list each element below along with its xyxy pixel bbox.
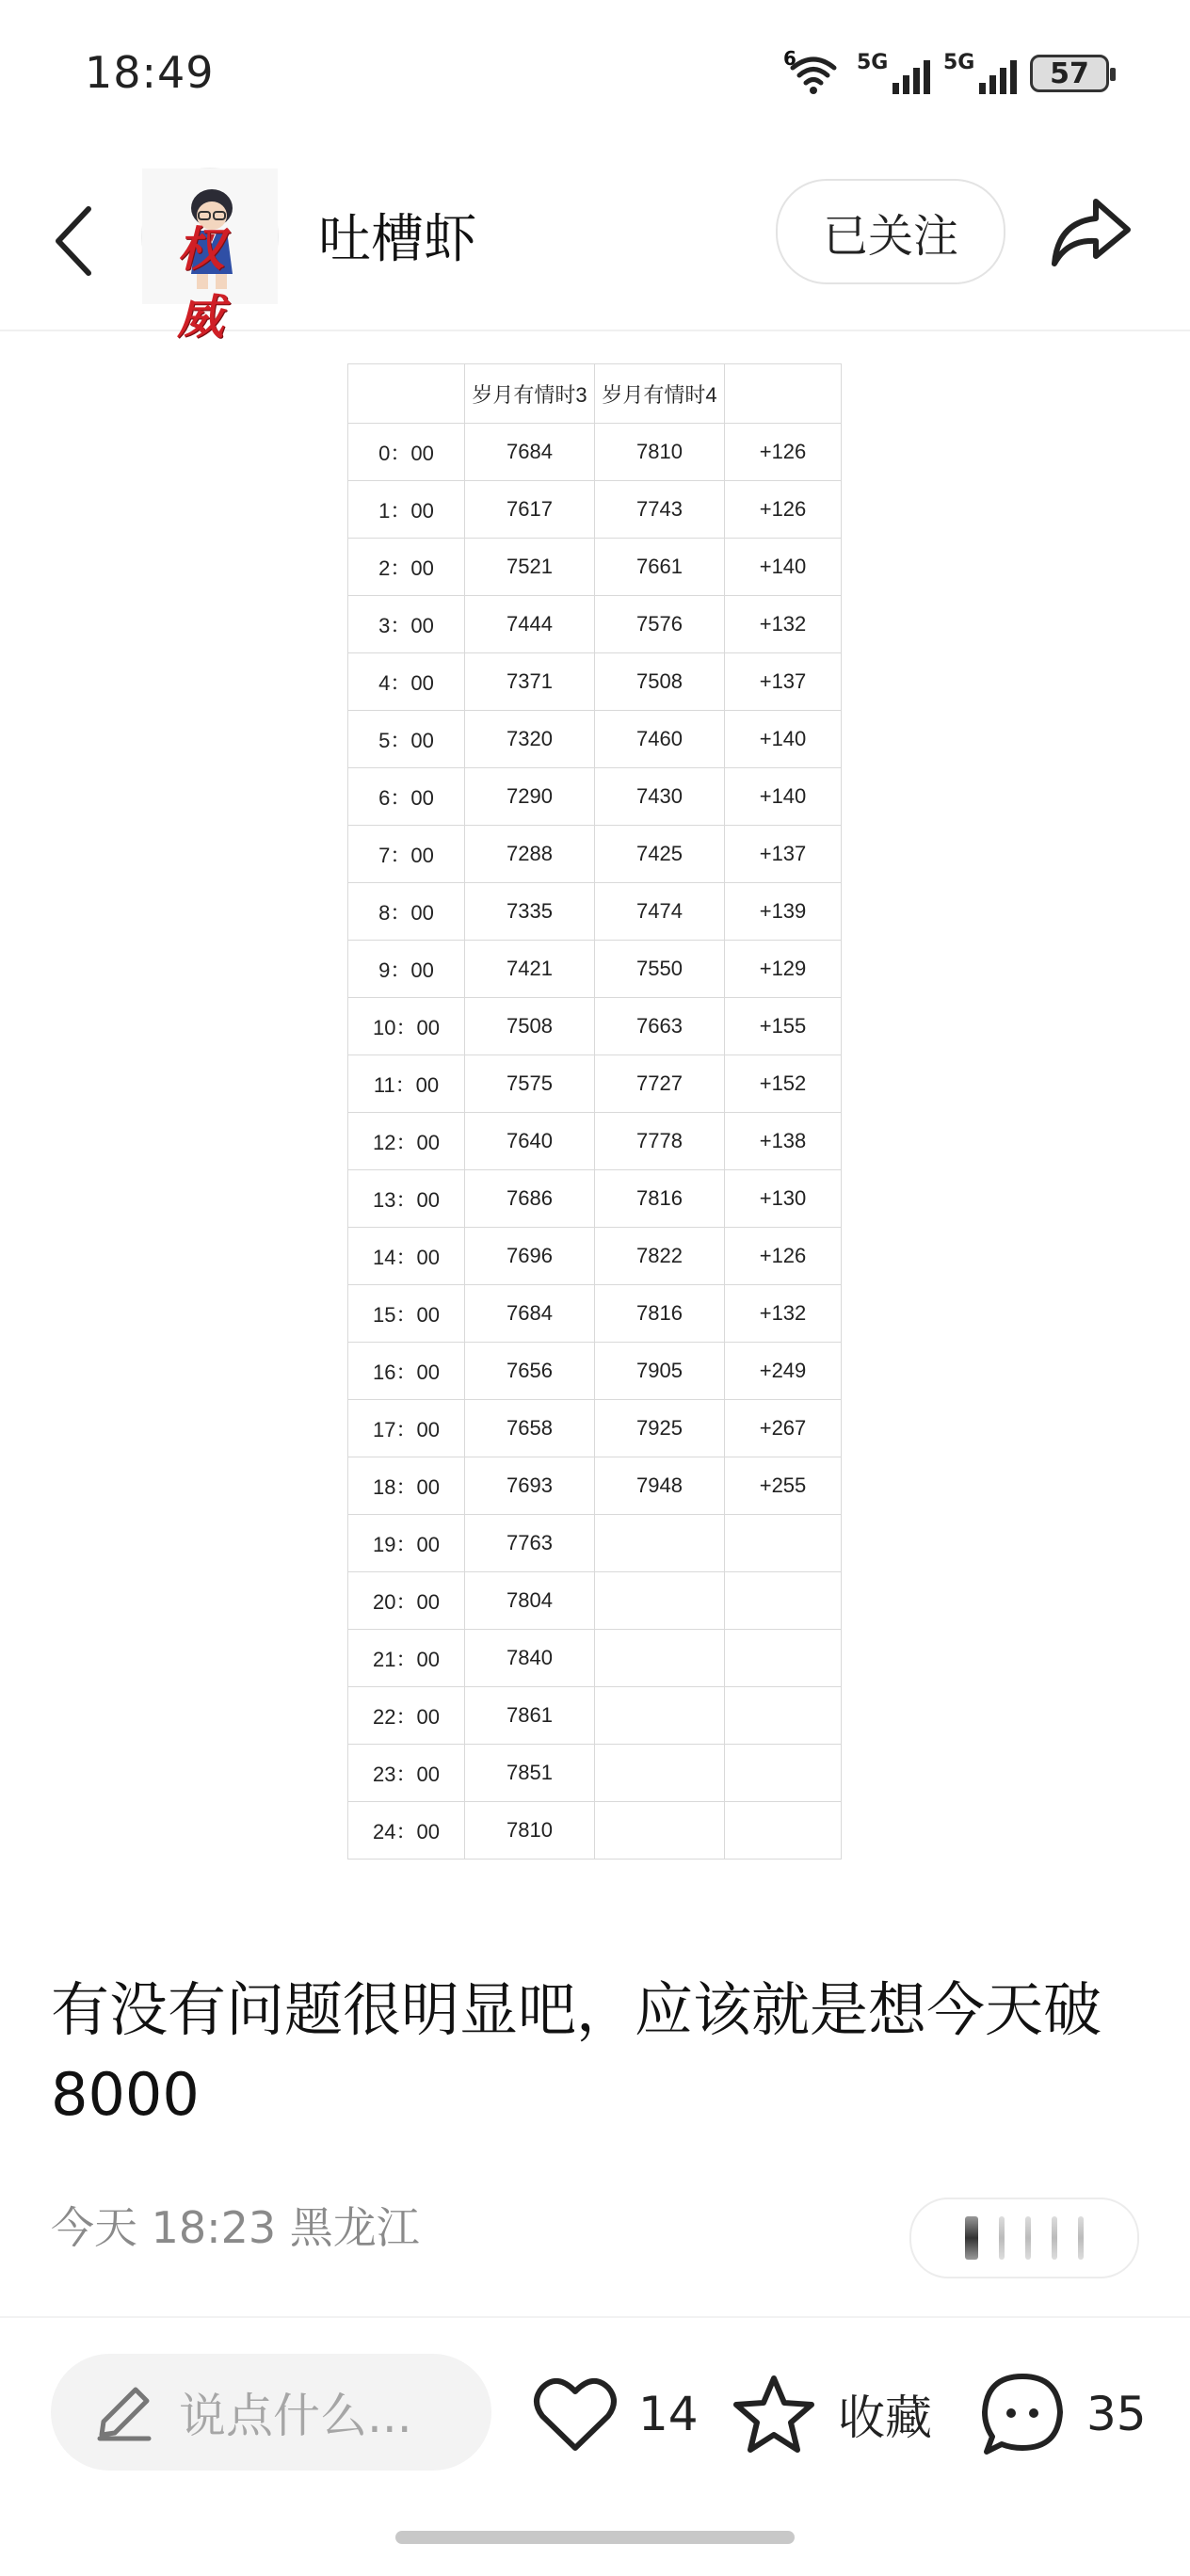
preview-bar xyxy=(999,2216,1005,2260)
table-cell-time: 24：00 xyxy=(348,1802,465,1860)
preview-bar xyxy=(965,2216,978,2260)
table-cell-diff xyxy=(725,1802,842,1860)
image-preview-chip[interactable] xyxy=(909,2198,1139,2278)
table-cell-series3: 7696 xyxy=(465,1228,595,1285)
table-row xyxy=(348,998,842,1055)
table-cell-series4 xyxy=(595,1745,725,1802)
table-cell-time: 11：00 xyxy=(348,1055,465,1113)
table-cell-series3: 7421 xyxy=(465,941,595,998)
table-cell-diff xyxy=(725,1687,842,1745)
table-cell-series4: 7816 xyxy=(595,1285,725,1343)
table-cell-series3: 7656 xyxy=(465,1343,595,1400)
table-cell-series4: 7508 xyxy=(595,653,725,711)
collect-label: 收藏 xyxy=(838,2391,932,2445)
back-button[interactable] xyxy=(45,194,102,288)
table-cell-series3: 7693 xyxy=(465,1457,595,1515)
table-cell-series4: 7905 xyxy=(595,1343,725,1400)
bottom-action-bar xyxy=(0,2316,1190,2487)
table-cell-time: 5：00 xyxy=(348,711,465,768)
table-header-cell xyxy=(348,364,465,424)
table-cell-series4: 7661 xyxy=(595,539,725,596)
table-row xyxy=(348,596,842,653)
table-cell-series3: 7763 xyxy=(465,1515,595,1572)
table-cell-time: 10：00 xyxy=(348,998,465,1055)
table-cell-diff: +137 xyxy=(725,653,842,711)
table-cell-diff: +255 xyxy=(725,1457,842,1515)
status-icons xyxy=(783,49,1109,98)
table-cell-time: 15：00 xyxy=(348,1285,465,1343)
table-cell-series4 xyxy=(595,1802,725,1860)
table-cell-series4: 7727 xyxy=(595,1055,725,1113)
table-row xyxy=(348,481,842,539)
table-row xyxy=(348,1630,842,1687)
table-cell-time: 17：00 xyxy=(348,1400,465,1457)
table-cell-time: 6：00 xyxy=(348,768,465,826)
table-cell-series4: 7816 xyxy=(595,1170,725,1228)
table-cell-series3: 7371 xyxy=(465,653,595,711)
table-cell-series3: 7575 xyxy=(465,1055,595,1113)
table-row xyxy=(348,1687,842,1745)
table-cell-diff: +140 xyxy=(725,539,842,596)
table-row xyxy=(348,1802,842,1860)
battery-icon xyxy=(1030,55,1109,92)
table-cell-time: 12：00 xyxy=(348,1113,465,1170)
table-header-cell: 岁月有情时3 xyxy=(465,364,595,424)
table-cell-time: 4：00 xyxy=(348,653,465,711)
wifi-icon xyxy=(783,47,844,96)
post-meta: 今天 18:23 黑龙江 xyxy=(51,2202,420,2253)
table-cell-time: 3：00 xyxy=(348,596,465,653)
table-row xyxy=(348,1343,842,1400)
comment-placeholder: 说点什么... xyxy=(179,2389,412,2443)
comment-count: 35 xyxy=(1086,2387,1147,2441)
post-text: 有没有问题很明显吧，应该就是想今天破8000 xyxy=(51,1975,1102,2129)
table-cell-time: 14：00 xyxy=(348,1228,465,1285)
table-cell-series4: 7663 xyxy=(595,998,725,1055)
table-cell-diff xyxy=(725,1630,842,1687)
table-cell-time: 20：00 xyxy=(348,1572,465,1630)
table-cell-time: 23：00 xyxy=(348,1745,465,1802)
table-cell-series3: 7320 xyxy=(465,711,595,768)
table-cell-series3: 7521 xyxy=(465,539,595,596)
table-header-cell: 岁月有情时4 xyxy=(595,364,725,424)
table-row xyxy=(348,826,842,883)
preview-bar xyxy=(1078,2216,1084,2260)
table-cell-diff: +140 xyxy=(725,768,842,826)
table-cell-series3: 7684 xyxy=(465,1285,595,1343)
table-row xyxy=(348,1572,842,1630)
table-cell-series4: 7474 xyxy=(595,883,725,941)
battery-level: 57 xyxy=(1050,56,1089,90)
table-row xyxy=(348,1400,842,1457)
table-cell-diff: +140 xyxy=(725,711,842,768)
pencil-icon xyxy=(90,2378,158,2446)
table-cell-series4: 7822 xyxy=(595,1228,725,1285)
table-cell-diff: +132 xyxy=(725,1285,842,1343)
table-cell-diff xyxy=(725,1745,842,1802)
table-cell-series3: 7290 xyxy=(465,768,595,826)
table-row xyxy=(348,1745,842,1802)
table-cell-series3: 7444 xyxy=(465,596,595,653)
table-row xyxy=(348,768,842,826)
table-cell-series4: 7425 xyxy=(595,826,725,883)
table-row xyxy=(348,883,842,941)
username[interactable]: 吐槽虾 xyxy=(318,209,476,270)
table-row xyxy=(348,1170,842,1228)
table-cell-time: 0：00 xyxy=(348,424,465,481)
table-cell-series4 xyxy=(595,1687,725,1745)
table-cell-series3: 7686 xyxy=(465,1170,595,1228)
collect-button[interactable] xyxy=(731,2367,932,2461)
table-cell-diff: +267 xyxy=(725,1400,842,1457)
table-row xyxy=(348,1515,842,1572)
table-cell-series4: 7460 xyxy=(595,711,725,768)
table-cell-series3: 7288 xyxy=(465,826,595,883)
table-cell-time: 13：00 xyxy=(348,1170,465,1228)
table-cell-diff: +249 xyxy=(725,1343,842,1400)
table-cell-diff: +132 xyxy=(725,596,842,653)
table-cell-diff: +155 xyxy=(725,998,842,1055)
table-row xyxy=(348,653,842,711)
data-table-image xyxy=(347,363,842,1860)
table-cell-series3: 7335 xyxy=(465,883,595,941)
table-cell-series3: 7684 xyxy=(465,424,595,481)
star-icon xyxy=(731,2373,817,2455)
wifi-label: 6 xyxy=(783,47,796,70)
table-cell-diff: +138 xyxy=(725,1113,842,1170)
table-cell-time: 19：00 xyxy=(348,1515,465,1572)
heart-icon xyxy=(533,2375,618,2454)
table-row xyxy=(348,711,842,768)
table-cell-series4: 7576 xyxy=(595,596,725,653)
table-cell-diff: +126 xyxy=(725,424,842,481)
preview-bar xyxy=(1052,2216,1057,2260)
share-icon xyxy=(1049,194,1132,269)
status-time: 18:49 xyxy=(85,47,215,98)
table-cell-time: 1：00 xyxy=(348,481,465,539)
like-button[interactable] xyxy=(533,2367,699,2461)
table-cell-series3: 7804 xyxy=(465,1572,595,1630)
chevron-left-icon xyxy=(53,205,94,277)
table-cell-series3: 7640 xyxy=(465,1113,595,1170)
table-cell-series4: 7550 xyxy=(595,941,725,998)
table-row xyxy=(348,539,842,596)
preview-bar xyxy=(1025,2216,1031,2260)
like-count: 14 xyxy=(638,2387,699,2441)
avatar[interactable] xyxy=(141,168,279,345)
home-indicator[interactable] xyxy=(395,2531,795,2544)
table-header-row xyxy=(348,364,842,424)
table-cell-series3: 7658 xyxy=(465,1400,595,1457)
table-row xyxy=(348,1285,842,1343)
table-cell-time: 8：00 xyxy=(348,883,465,941)
table-cell-series3: 7617 xyxy=(465,481,595,539)
table-cell-series4 xyxy=(595,1572,725,1630)
table-cell-series4: 7778 xyxy=(595,1113,725,1170)
table-cell-series4 xyxy=(595,1630,725,1687)
table-cell-diff: +139 xyxy=(725,883,842,941)
table-row xyxy=(348,1228,842,1285)
status-bar xyxy=(0,0,1190,151)
table-cell-time: 21：00 xyxy=(348,1630,465,1687)
follow-button[interactable] xyxy=(776,179,1005,284)
table-row xyxy=(348,1055,842,1113)
follow-label: 已关注 xyxy=(822,209,958,263)
table-cell-series3: 7810 xyxy=(465,1802,595,1860)
table-cell-series3: 7851 xyxy=(465,1745,595,1802)
comment-bubble-icon xyxy=(979,2371,1066,2457)
share-button[interactable] xyxy=(1047,188,1134,275)
table-cell-series4: 7810 xyxy=(595,424,725,481)
table-cell-diff: +130 xyxy=(725,1170,842,1228)
table-cell-time: 7：00 xyxy=(348,826,465,883)
post-header xyxy=(0,160,1190,345)
table-header-cell xyxy=(725,364,842,424)
table-cell-diff xyxy=(725,1515,842,1572)
table-cell-series4: 7743 xyxy=(595,481,725,539)
table-cell-time: 9：00 xyxy=(348,941,465,998)
signal-icon-sim1: 5G xyxy=(857,51,930,96)
table-cell-time: 18：00 xyxy=(348,1457,465,1515)
table-cell-diff: +126 xyxy=(725,481,842,539)
table-row xyxy=(348,941,842,998)
table-cell-time: 22：00 xyxy=(348,1687,465,1745)
signal-icon-sim2: 5G xyxy=(943,51,1017,96)
table-cell-series3: 7508 xyxy=(465,998,595,1055)
table-cell-series4: 7430 xyxy=(595,768,725,826)
table-row xyxy=(348,1457,842,1515)
table-cell-series4: 7925 xyxy=(595,1400,725,1457)
comment-button[interactable] xyxy=(979,2367,1147,2461)
table-cell-diff: +137 xyxy=(725,826,842,883)
table-cell-diff: +152 xyxy=(725,1055,842,1113)
table-cell-diff: +126 xyxy=(725,1228,842,1285)
table-cell-diff xyxy=(725,1572,842,1630)
table-cell-series4: 7948 xyxy=(595,1457,725,1515)
table-cell-diff: +129 xyxy=(725,941,842,998)
table-cell-time: 2：00 xyxy=(348,539,465,596)
table-cell-time: 16：00 xyxy=(348,1343,465,1400)
table-cell-series3: 7861 xyxy=(465,1687,595,1745)
table-cell-series3: 7840 xyxy=(465,1630,595,1687)
avatar-logo-text: 权威 xyxy=(177,221,243,345)
comment-input[interactable] xyxy=(51,2354,491,2471)
table-row xyxy=(348,1113,842,1170)
table-row xyxy=(348,424,842,481)
table-cell-series4 xyxy=(595,1515,725,1572)
